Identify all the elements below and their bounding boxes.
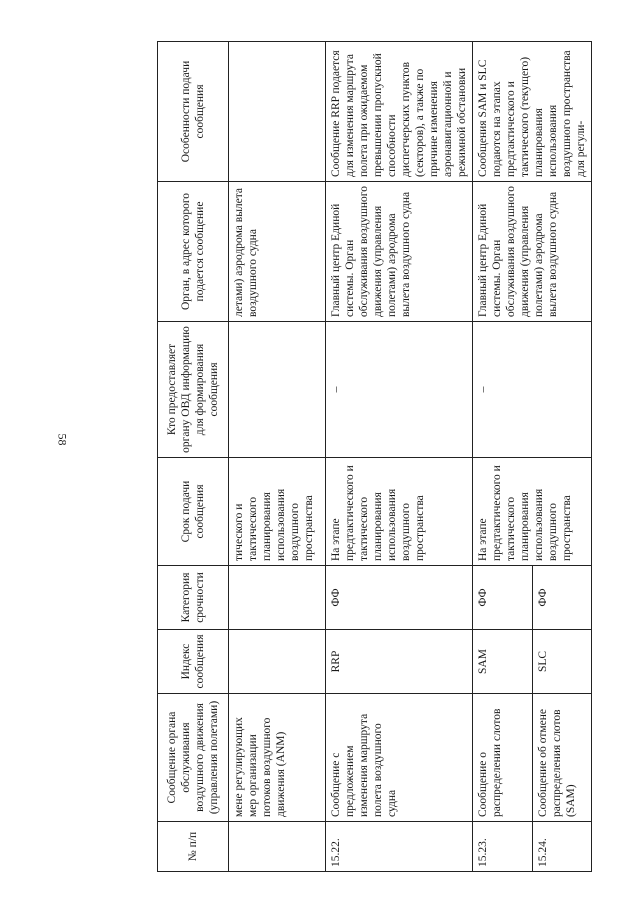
header-cell: Индекс сообщения bbox=[158, 630, 229, 694]
table-row bbox=[473, 42, 533, 872]
provider-cell bbox=[229, 322, 326, 458]
header-cell: Кто предоставляет органу ОВД информацию для формирования сообщения bbox=[158, 322, 229, 458]
notes-cell bbox=[229, 42, 326, 182]
notes-cell: Сообщения SAM и SLC подаются на этапах предтактического и тактического (текущего) планирования использования воздушного пространства для регули- bbox=[473, 42, 592, 182]
index-cell bbox=[229, 630, 326, 694]
recipient-cell: Главный центр Единой системы. Орган обслуживания воздушного движения (управления полетами) аэродрома вылета воздушного судна bbox=[473, 182, 592, 322]
notes-cell: Сообщение RRP подается для изменения маршрута полета при ожидаемом превышении пропускной способности диспетчерских пунктов (секторов), а также по причине изменения аэронавигационной и режимной обстановки bbox=[326, 42, 473, 182]
deadline-cell: На этапе предтактического и тактического планирования использования воздушного пространства bbox=[326, 458, 473, 566]
table-row bbox=[229, 42, 326, 872]
header-cell: Сообщение органа обслуживания воздушного движения (управления полетами) bbox=[158, 694, 229, 822]
provider-cell: – bbox=[326, 322, 473, 458]
urgency-cell bbox=[229, 566, 326, 630]
urgency-cell: ФФ bbox=[473, 566, 533, 630]
message-table bbox=[157, 41, 592, 872]
page-number: 58 bbox=[55, 433, 70, 446]
recipient-cell: летами) аэродрома вылета воздушного судна bbox=[229, 182, 326, 322]
deadline-cell: На этапе предтактического и тактического планирования использования воздушного пространства bbox=[473, 458, 592, 566]
header-cell: Категория срочности bbox=[158, 566, 229, 630]
urgency-cell: ФФ bbox=[532, 566, 592, 630]
row-number bbox=[229, 822, 326, 872]
row-number: 15.23. bbox=[473, 822, 533, 872]
recipient-cell: Главный центр Единой системы. Орган обслуживания воздушного движения (управления полетами) аэродрома вылета воздушного судна bbox=[326, 182, 473, 322]
header-cell: № п/п bbox=[158, 822, 229, 872]
provider-cell: – bbox=[473, 322, 592, 458]
row-number: 15.24. bbox=[532, 822, 592, 872]
index-cell: SAM bbox=[473, 630, 533, 694]
message-cell: Сообщение о распределении слотов bbox=[473, 694, 533, 822]
table-row bbox=[326, 42, 473, 872]
rotated-table-wrapper bbox=[157, 42, 587, 872]
message-cell: Сообщение с предложением изменения маршрута полета воздушного судна bbox=[326, 694, 473, 822]
header-cell: Орган, в адрес которого подается сообщение bbox=[158, 182, 229, 322]
row-number: 15.22. bbox=[326, 822, 473, 872]
header-cell: Срок подачи сообщения bbox=[158, 458, 229, 566]
index-cell: SLC bbox=[532, 630, 592, 694]
header-cell: Особенности подачи сообщения bbox=[158, 42, 229, 182]
table-header-row bbox=[158, 42, 229, 872]
deadline-cell: тического и тактического планирования использования воздушного пространства bbox=[229, 458, 326, 566]
message-cell: мене регулирующих мер организации потоков воздушного движения (ANM) bbox=[229, 694, 326, 822]
urgency-cell: ФФ bbox=[326, 566, 473, 630]
index-cell: RRP bbox=[326, 630, 473, 694]
message-cell: Сообщение об отмене распределения слотов (SAM) bbox=[532, 694, 592, 822]
